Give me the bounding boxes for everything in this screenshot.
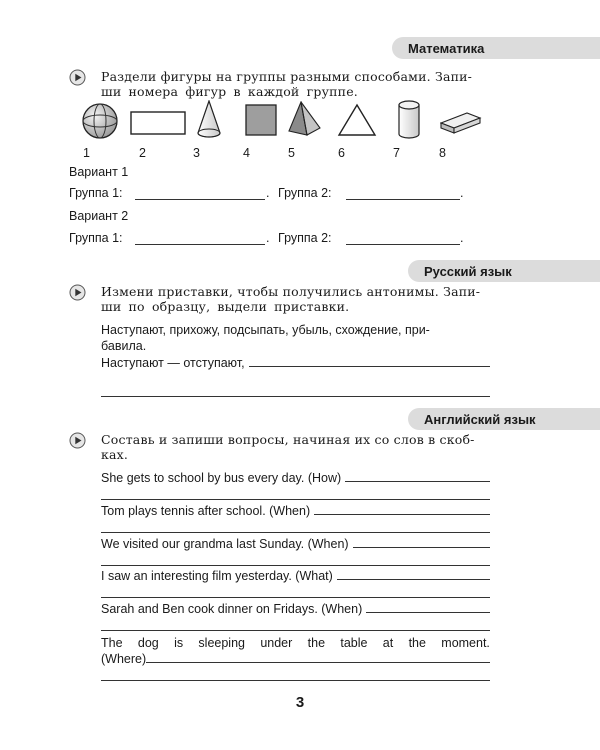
play-icon — [69, 284, 86, 301]
figure-number: 5 — [288, 146, 295, 160]
group-2-label: Группа 2: — [278, 186, 332, 200]
variant2-group1-answer-line[interactable] — [135, 244, 265, 245]
english-section-tab — [408, 408, 600, 430]
math-tab-label: Математика — [408, 40, 485, 56]
group-2-label: Группа 2: — [278, 231, 332, 245]
answer-line[interactable] — [146, 662, 490, 663]
variant2-group2-answer-line[interactable] — [346, 244, 460, 245]
math-task-line: ши номера фигур в каждой группе. — [101, 84, 358, 99]
math-section-tab — [392, 37, 600, 59]
english-task-line: ках. — [101, 447, 129, 462]
page-number: 3 — [295, 694, 305, 711]
math-task-line: Раздели фигуры на группы разными способами. Запи- — [101, 69, 473, 84]
russian-task-line: ши по образцу, выдели приставки. — [101, 299, 350, 314]
english-sentence: The dog is sleeping under the table at the moment. — [101, 636, 490, 650]
answer-line[interactable] — [249, 366, 490, 367]
answer-line[interactable] — [353, 547, 490, 548]
filled-square-icon — [245, 104, 277, 136]
english-tab-label: Английский язык — [424, 411, 536, 427]
cylinder-icon — [397, 100, 421, 140]
variant1-group1-answer-line[interactable] — [135, 199, 265, 200]
period: . — [460, 186, 464, 200]
russian-task-line: Измени приставки, чтобы получились антонимы. Запи- — [101, 284, 481, 299]
figure-number: 3 — [193, 146, 200, 160]
english-sentence: We visited our grandma last Sunday. (When) — [101, 537, 349, 551]
answer-line[interactable] — [101, 499, 490, 500]
triangle-icon — [337, 103, 377, 137]
figure-number: 6 — [338, 146, 345, 160]
variant-1-label: Вариант 1 — [69, 165, 129, 179]
math-task-text — [101, 69, 493, 99]
play-icon — [69, 69, 86, 86]
variant-2-label: Вариант 2 — [69, 209, 129, 223]
pyramid-icon — [287, 101, 323, 137]
english-sentence: I saw an interesting film yesterday. (What) — [101, 569, 333, 583]
box-icon — [440, 106, 482, 134]
play-icon — [69, 432, 86, 449]
rectangle-icon — [130, 111, 186, 135]
period: . — [266, 186, 270, 200]
answer-line[interactable] — [101, 532, 490, 533]
russian-tab-label: Русский язык — [424, 263, 512, 279]
english-question-row — [101, 652, 490, 666]
english-question-row — [101, 471, 490, 485]
variant1-group2-answer-line[interactable] — [346, 199, 460, 200]
russian-example-row — [101, 356, 490, 370]
period: . — [460, 231, 464, 245]
russian-section-tab — [408, 260, 600, 282]
english-question-row — [101, 569, 490, 583]
group-1-label: Группа 1: — [69, 186, 123, 200]
answer-line[interactable] — [101, 630, 490, 631]
russian-example: Наступают — отступают, — [101, 356, 245, 370]
cone-icon — [196, 100, 222, 140]
answer-line[interactable] — [101, 565, 490, 566]
answer-line[interactable] — [366, 612, 490, 613]
answer-line[interactable] — [101, 597, 490, 598]
russian-task-text — [101, 284, 493, 314]
english-sentence: She gets to school by bus every day. (How) — [101, 471, 342, 485]
answer-line[interactable] — [101, 396, 490, 397]
figure-number: 2 — [139, 146, 146, 160]
english-task-text — [101, 432, 493, 462]
russian-words-line: Наступают, прихожу, подсыпать, убыль, схождение, при- — [101, 323, 430, 337]
russian-words-line: бавила. — [101, 339, 147, 353]
english-sentence: Tom plays tennis after school. (When) — [101, 504, 311, 518]
answer-line[interactable] — [314, 514, 490, 515]
sphere-icon — [81, 102, 119, 140]
answer-line[interactable] — [101, 680, 490, 681]
figure-number: 1 — [83, 146, 90, 160]
answer-line[interactable] — [345, 481, 490, 482]
answer-line[interactable] — [337, 579, 490, 580]
english-task-line: Составь и запиши вопросы, начиная их со слов в скоб- — [101, 432, 475, 447]
english-sentence: Sarah and Ben cook dinner on Fridays. (When) — [101, 602, 363, 616]
english-question-row — [101, 537, 490, 551]
period: . — [266, 231, 270, 245]
english-question-row — [101, 504, 490, 518]
english-question-row — [101, 602, 490, 616]
figure-number: 7 — [393, 146, 400, 160]
figure-number: 4 — [243, 146, 250, 160]
figure-number: 8 — [439, 146, 446, 160]
group-1-label: Группа 1: — [69, 231, 123, 245]
where-label: (Where) — [101, 652, 147, 666]
